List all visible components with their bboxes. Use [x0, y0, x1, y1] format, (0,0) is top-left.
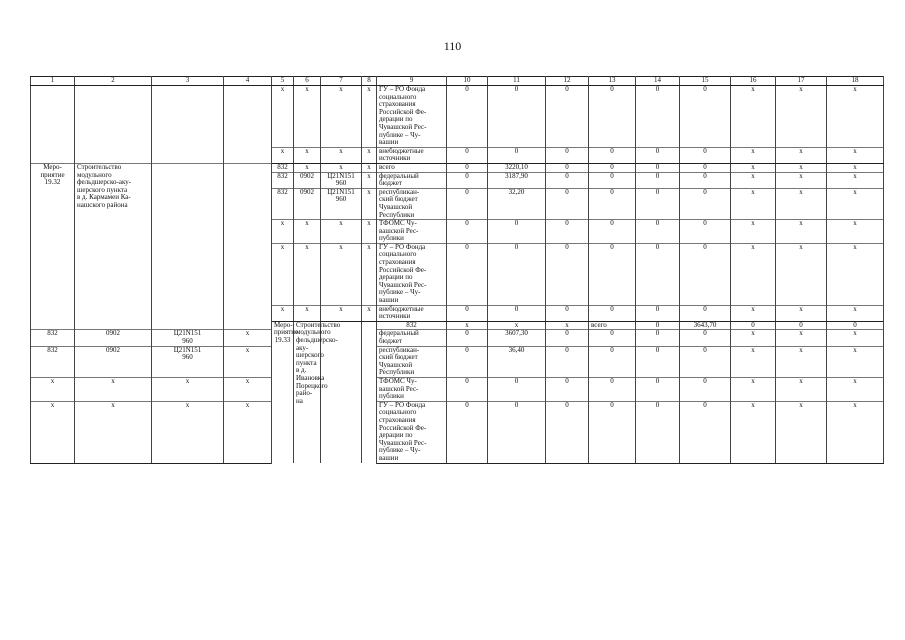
cell-csr: x: [152, 401, 224, 463]
cell-value: 3643,70: [680, 321, 731, 330]
cell-vr: x: [224, 346, 272, 377]
cell-value: 0: [488, 220, 546, 244]
cell-value: 0: [546, 220, 589, 244]
cell-grbs: x: [272, 305, 294, 321]
cell-value: 0: [488, 147, 546, 163]
cell-value: 0: [589, 330, 636, 346]
cell-value: 0: [447, 163, 488, 172]
cell-value: x: [731, 243, 776, 305]
cell-source: ГУ – РО Фонда социального страхования Российской Фе- дерации по Чувашской Рес- публике – Чу- вашии: [377, 401, 447, 463]
cell-value: 0: [546, 346, 589, 377]
cell-value: x: [776, 172, 827, 188]
cell-value: 0: [636, 220, 680, 244]
cell-value: x: [827, 172, 884, 188]
cell-value: 0: [546, 172, 589, 188]
cell-empty: [224, 163, 272, 329]
cell-grbs: x: [31, 377, 75, 401]
cell-value: 0: [447, 346, 488, 377]
cell-value: 0: [636, 401, 680, 463]
measure-name: Строительство модульного фельдшерско-аку- шерского пункта в д. Кармамеи Ка- нашского района: [75, 163, 152, 329]
cell-value: 0: [680, 220, 731, 244]
table-row: [31, 401, 884, 463]
cell-value: 0: [589, 377, 636, 401]
col-header: 5: [272, 77, 294, 86]
cell-vr: x: [362, 220, 377, 244]
cell-rz: x: [294, 305, 321, 321]
cell-empty: [362, 321, 377, 463]
cell-rz: 0902: [75, 346, 152, 377]
cell-value: 0: [589, 305, 636, 321]
table-row: [31, 163, 884, 172]
cell-csr: x: [321, 147, 362, 163]
cell-value: 0: [680, 86, 731, 148]
cell-rz: x: [294, 163, 321, 172]
cell-value: 0: [447, 243, 488, 305]
col-header: 6: [294, 77, 321, 86]
cell-value: 0: [680, 172, 731, 188]
cell-rz: x: [294, 147, 321, 163]
cell-value: 0: [636, 330, 680, 346]
cell-value: 0: [680, 147, 731, 163]
cell-value: x: [731, 172, 776, 188]
cell-value: 0: [589, 243, 636, 305]
cell-value: 0: [488, 86, 546, 148]
cell-value: 0: [636, 163, 680, 172]
cell-value: 32,20: [488, 188, 546, 219]
cell-value: 0: [589, 220, 636, 244]
cell-rz: x: [294, 220, 321, 244]
cell-value: 3187,90: [488, 172, 546, 188]
col-header: 9: [377, 77, 447, 86]
cell-empty: [31, 86, 75, 164]
cell-value: 0: [636, 346, 680, 377]
cell-value: x: [827, 346, 884, 377]
col-header: 17: [776, 77, 827, 86]
cell-source: всего: [377, 163, 447, 172]
cell-value: 0: [680, 330, 731, 346]
cell-grbs: x: [272, 243, 294, 305]
cell-csr: x: [488, 321, 546, 330]
cell-value: x: [827, 163, 884, 172]
cell-value: 0: [447, 220, 488, 244]
col-header: 4: [224, 77, 272, 86]
cell-source: республикан- ский бюджет Чувашской Республики: [377, 346, 447, 377]
cell-value: x: [731, 330, 776, 346]
cell-value: 0: [447, 330, 488, 346]
table-row: [31, 86, 884, 148]
cell-value: 0: [546, 401, 589, 463]
cell-value: 0: [589, 86, 636, 148]
cell-value: 0: [589, 147, 636, 163]
cell-value: 0: [589, 163, 636, 172]
cell-grbs: 832: [272, 188, 294, 219]
cell-value: 0: [546, 147, 589, 163]
cell-value: 0: [488, 377, 546, 401]
cell-rz: 0902: [75, 330, 152, 346]
cell-value: 0: [546, 86, 589, 148]
cell-value: x: [827, 330, 884, 346]
cell-empty: [152, 86, 224, 164]
cell-value: 0: [589, 172, 636, 188]
col-header: 8: [362, 77, 377, 86]
cell-value: 0: [776, 321, 827, 330]
cell-rz: 0902: [294, 188, 321, 219]
cell-grbs: 832: [31, 346, 75, 377]
cell-value: 0: [827, 321, 884, 330]
cell-value: x: [776, 377, 827, 401]
cell-value: 0: [680, 243, 731, 305]
cell-source: внебюджетные источники: [377, 147, 447, 163]
col-header: 18: [827, 77, 884, 86]
cell-value: x: [731, 220, 776, 244]
cell-value: 0: [680, 401, 731, 463]
col-header: 7: [321, 77, 362, 86]
cell-csr: Ц21N151 960: [321, 188, 362, 219]
cell-grbs: x: [272, 147, 294, 163]
page-number: 110: [443, 39, 462, 53]
col-header: 14: [636, 77, 680, 86]
cell-source: ГУ – РО Фонда социального страхования Российской Фе- дерации по Чувашской Рес- публике – Чу- вашии: [377, 243, 447, 305]
cell-csr: Ц21N151 960: [321, 172, 362, 188]
cell-value: x: [731, 147, 776, 163]
col-header: 16: [731, 77, 776, 86]
cell-source: республикан- ский бюджет Чувашской Республики: [377, 188, 447, 219]
cell-value: x: [731, 163, 776, 172]
cell-value: 0: [447, 86, 488, 148]
cell-rz: x: [294, 86, 321, 148]
cell-value: 0: [488, 401, 546, 463]
cell-value: x: [776, 305, 827, 321]
cell-grbs: x: [272, 220, 294, 244]
cell-value: x: [827, 188, 884, 219]
cell-value: x: [776, 86, 827, 148]
cell-value: x: [776, 163, 827, 172]
cell-value: 0: [680, 377, 731, 401]
cell-value: x: [827, 377, 884, 401]
cell-value: x: [776, 243, 827, 305]
cell-value: x: [827, 243, 884, 305]
cell-value: 0: [546, 330, 589, 346]
cell-value: x: [776, 147, 827, 163]
cell-value: 0: [447, 147, 488, 163]
cell-rz: x: [447, 321, 488, 330]
cell-value: 0: [636, 172, 680, 188]
cell-vr: x: [362, 86, 377, 148]
cell-value: 0: [546, 377, 589, 401]
col-header: 10: [447, 77, 488, 86]
col-header: 2: [75, 77, 152, 86]
cell-vr: x: [224, 330, 272, 346]
cell-value: 0: [680, 305, 731, 321]
cell-source: всего: [589, 321, 636, 330]
cell-value: x: [731, 86, 776, 148]
cell-csr: x: [152, 377, 224, 401]
table-row: [31, 377, 884, 401]
cell-value: x: [827, 401, 884, 463]
cell-value: 0: [546, 243, 589, 305]
cell-rz: 0902: [294, 172, 321, 188]
cell-vr: x: [362, 243, 377, 305]
cell-value: 0: [731, 321, 776, 330]
cell-csr: Ц21N151 960: [152, 346, 224, 377]
cell-csr: x: [321, 86, 362, 148]
measure-name: Строительство модульного фельдшерско-аку- шерского пункта в д. Ивановка Порецкого райо- на: [294, 321, 321, 463]
cell-value: 0: [447, 305, 488, 321]
cell-value: 0: [546, 305, 589, 321]
cell-vr: x: [362, 305, 377, 321]
cell-csr: Ц21N151 960: [152, 330, 224, 346]
cell-value: x: [731, 188, 776, 219]
cell-value: 0: [447, 188, 488, 219]
cell-value: x: [731, 346, 776, 377]
cell-value: 0: [636, 188, 680, 219]
cell-empty: [75, 86, 152, 164]
cell-value: x: [827, 86, 884, 148]
cell-grbs: 832: [31, 330, 75, 346]
cell-value: x: [776, 330, 827, 346]
cell-grbs: 832: [377, 321, 447, 330]
cell-source: ТФОМС Чу- вашской Рес- публики: [377, 220, 447, 244]
cell-empty: [224, 86, 272, 164]
cell-value: 0: [546, 163, 589, 172]
cell-value: 0: [636, 86, 680, 148]
cell-grbs: 832: [272, 163, 294, 172]
cell-source: федеральный бюджет: [377, 172, 447, 188]
cell-vr: x: [362, 188, 377, 219]
cell-value: x: [731, 401, 776, 463]
cell-value: x: [776, 188, 827, 219]
cell-value: 36,40: [488, 346, 546, 377]
cell-value: 3220,10: [488, 163, 546, 172]
col-header: 11: [488, 77, 546, 86]
cell-value: x: [827, 147, 884, 163]
cell-value: x: [776, 220, 827, 244]
cell-csr: x: [321, 163, 362, 172]
cell-rz: x: [75, 377, 152, 401]
budget-table: [30, 76, 884, 464]
cell-grbs: x: [31, 401, 75, 463]
cell-value: 0: [680, 346, 731, 377]
cell-value: 0: [447, 401, 488, 463]
cell-value: 0: [447, 377, 488, 401]
cell-value: x: [827, 220, 884, 244]
cell-rz: x: [75, 401, 152, 463]
table-row: [31, 346, 884, 377]
cell-csr: x: [321, 220, 362, 244]
cell-vr: x: [362, 163, 377, 172]
col-header: 3: [152, 77, 224, 86]
cell-vr: x: [362, 172, 377, 188]
measure-label: Меро- приятие 19.33: [272, 321, 294, 463]
cell-source: ТФОМС Чу- вашской Рес- публики: [377, 377, 447, 401]
cell-value: 0: [636, 321, 680, 330]
cell-vr: x: [362, 147, 377, 163]
col-header: 13: [589, 77, 636, 86]
cell-value: x: [827, 305, 884, 321]
header-row: [31, 77, 884, 86]
cell-value: 3607,30: [488, 330, 546, 346]
cell-rz: x: [294, 243, 321, 305]
cell-empty: [152, 163, 224, 329]
col-header: 12: [546, 77, 589, 86]
cell-value: 0: [589, 401, 636, 463]
cell-value: x: [776, 401, 827, 463]
cell-value: 0: [636, 305, 680, 321]
cell-value: 0: [589, 346, 636, 377]
cell-value: 0: [636, 243, 680, 305]
cell-vr: x: [224, 377, 272, 401]
cell-value: 0: [488, 243, 546, 305]
cell-value: 0: [636, 377, 680, 401]
col-header: 1: [31, 77, 75, 86]
cell-value: x: [731, 305, 776, 321]
cell-vr: x: [546, 321, 589, 330]
cell-value: 0: [680, 188, 731, 219]
cell-source: ГУ – РО Фонда социального страхования Российской Фе- дерации по Чувашской Рес- публике – Чу- вашии: [377, 86, 447, 148]
cell-value: 0: [589, 188, 636, 219]
cell-csr: x: [321, 243, 362, 305]
cell-csr: x: [321, 305, 362, 321]
cell-value: 0: [488, 305, 546, 321]
col-header: 15: [680, 77, 731, 86]
cell-value: 0: [636, 147, 680, 163]
cell-source: внебюджетные источники: [377, 305, 447, 321]
cell-value: x: [776, 346, 827, 377]
cell-grbs: 832: [272, 172, 294, 188]
cell-source: федеральный бюджет: [377, 330, 447, 346]
cell-vr: x: [224, 401, 272, 463]
cell-value: 0: [680, 163, 731, 172]
cell-grbs: x: [272, 86, 294, 148]
cell-value: 0: [546, 188, 589, 219]
table-row: [31, 330, 884, 346]
measure-label: Меро- приятие 19.32: [31, 163, 75, 329]
cell-value: x: [731, 377, 776, 401]
cell-value: 0: [447, 172, 488, 188]
